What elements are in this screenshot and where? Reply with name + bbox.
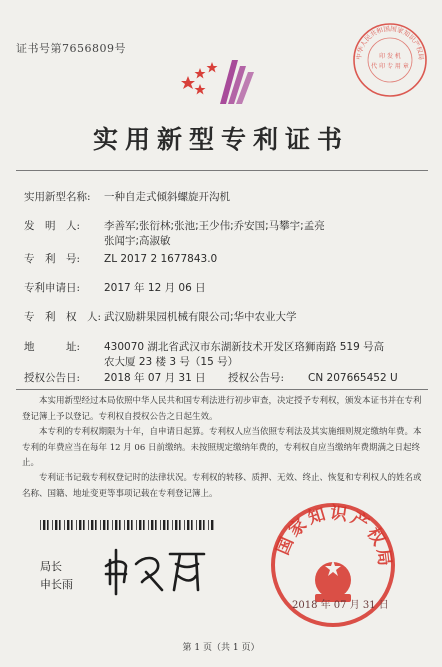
field-utility-name — [24, 190, 230, 205]
field-filing-date — [24, 281, 206, 296]
certificate-number: 证书号第7656809号 — [16, 42, 126, 55]
field-label: 发 明 人: — [24, 220, 81, 232]
mid-rule — [16, 389, 428, 390]
grant-date-value: 2018 年 07 月 31 日 — [104, 372, 206, 384]
stamp-ring-text: 中华人民共和国国家知识产权局 — [354, 24, 426, 61]
field-label: 专利申请日: — [24, 282, 81, 294]
svg-text:国家知识产权局 — [273, 503, 395, 570]
field-value: 2017 年 12 月 06 日 — [104, 282, 206, 294]
sipo-emblem-icon — [170, 46, 280, 116]
field-label: 专 利 权 人: — [24, 311, 102, 323]
field-inventors — [24, 219, 325, 234]
paragraph-term: 本专利的专利权期限为十年，自申请日起算。专利权人应当依照专利法及其实施细则规定缴纳年费。本专利的年费应当在每年 12 月 06 日前缴纳。未按照规定缴纳年费的，专利权自应当缴纳年费期满之日起终止。 — [22, 427, 422, 468]
top-rule — [16, 170, 428, 171]
seal-text: 国家知识产权局 — [273, 503, 395, 570]
field-patentee — [24, 310, 297, 325]
field-label: 地 址: — [24, 341, 81, 353]
issuing-stamp — [352, 22, 428, 98]
field-value: ZL 2017 2 1677843.0 — [104, 253, 218, 265]
director-signature — [100, 546, 210, 596]
seal-date: 2018 年 07 月 31 日 — [292, 600, 389, 611]
field-value-line2: 张闻宇;高淑敏 — [104, 235, 171, 247]
certificate-title: 实用新型专利证书 — [92, 125, 349, 154]
paragraph-grant: 本实用新型经过本局依照中华人民共和国专利法进行初步审查，决定授予专利权，颁发本证书并在专利登记簿上予以登记。专利权自授权公告之日起生效。 — [22, 396, 422, 422]
field-value-line1: 李善军;张衍林;张池;王少伟;乔安国;马攀宇;孟亮 — [104, 220, 325, 232]
field-address — [24, 340, 385, 355]
field-value: 武汉励耕果园机械有限公司;华中农业大学 — [104, 311, 297, 323]
field-value-line2: 农大厦 23 楼 3 号（15 号） — [104, 356, 239, 368]
field-value: 一种自走式倾斜螺旋开沟机 — [104, 191, 230, 203]
paragraph-legal-status: 专利证书记载专利权登记时的法律状况。专利权的转移、质押、无效、终止、恢复和专利权人的姓名或名称、国籍、地址变更等事项记载在专利登记簿上。 — [22, 473, 422, 499]
director-title: 局长 — [40, 560, 62, 573]
grant-number-label: 授权公告号: — [228, 372, 285, 384]
field-label: 专 利 号: — [24, 253, 81, 265]
field-patent-number — [24, 252, 218, 267]
director-name: 申长雨 — [40, 578, 73, 591]
field-grant-info — [24, 371, 424, 386]
page-footer: 第 1 页（共 1 页） — [182, 643, 260, 653]
barcode — [40, 520, 214, 530]
field-label: 实用新型名称: — [24, 191, 91, 203]
stamp-center-line1: 印 发 机 — [379, 53, 401, 60]
stamp-center-line2: 代 印 专 用 章 — [371, 63, 409, 70]
grant-number-value: CN 207665452 U — [308, 372, 398, 384]
field-value-line1: 430070 湖北省武汉市东湖新技术开发区珞狮南路 519 号高 — [104, 341, 385, 353]
field-label: 授权公告日: — [24, 372, 81, 384]
